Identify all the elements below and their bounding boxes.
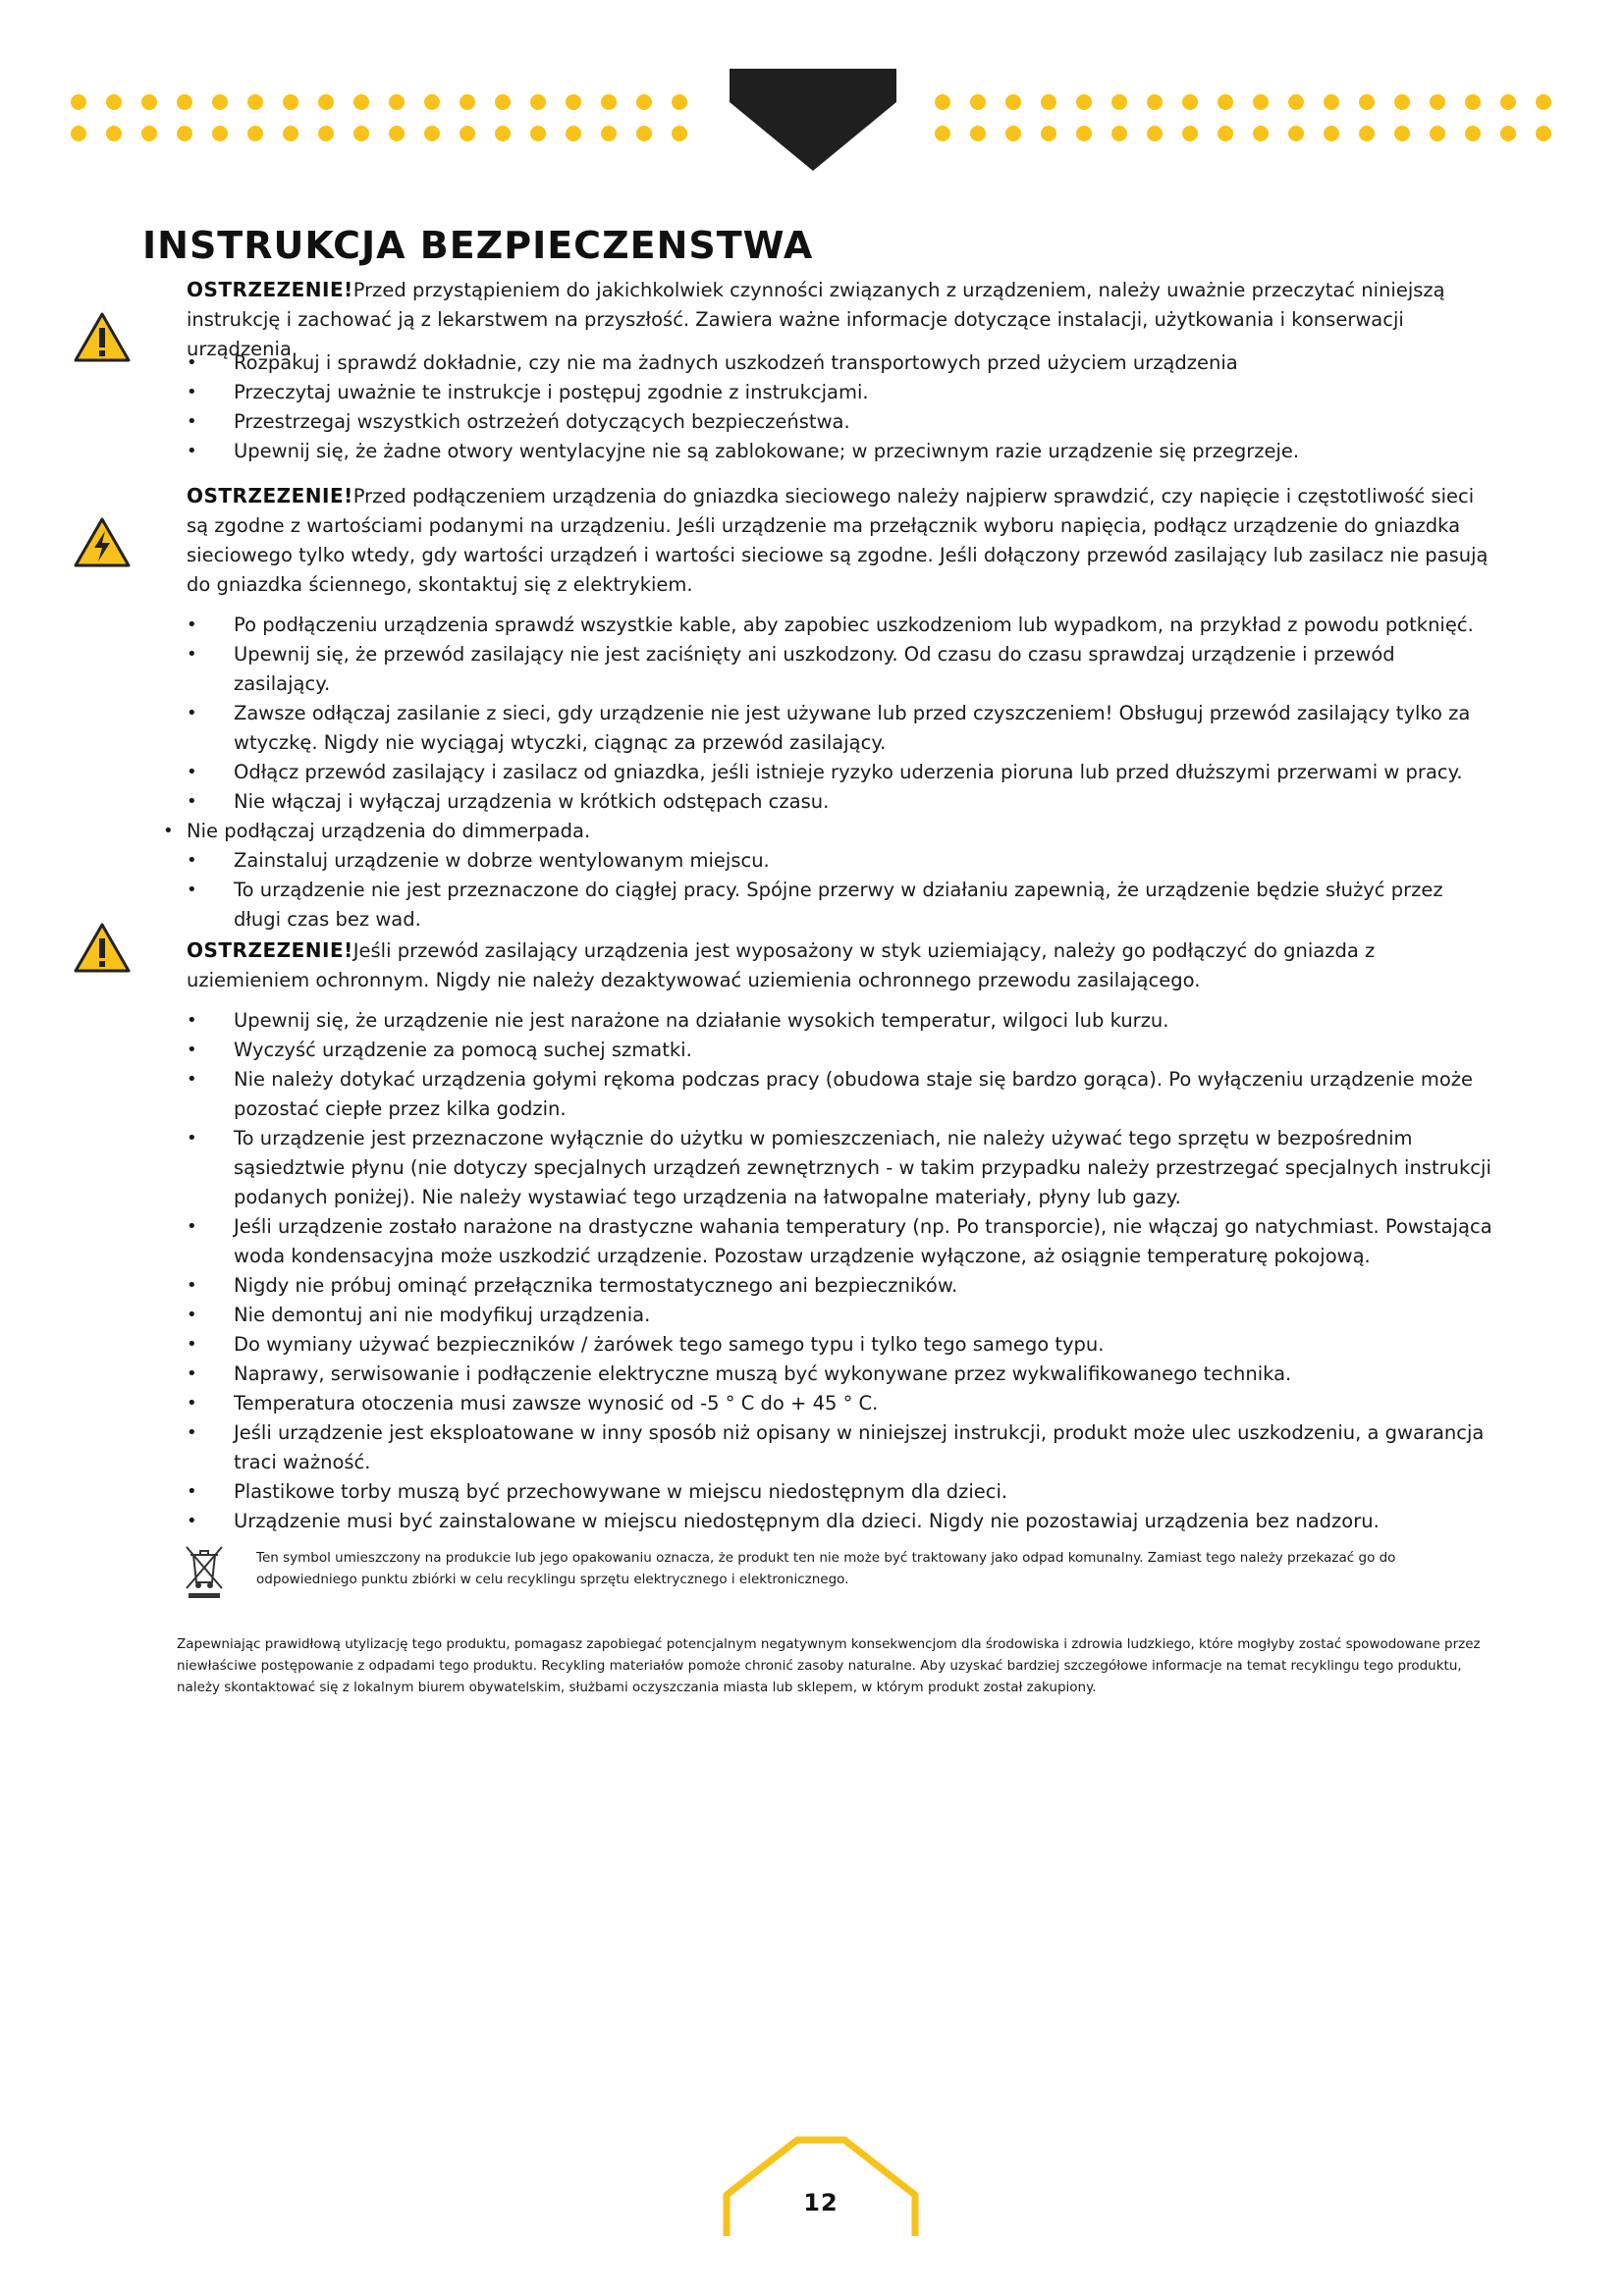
- decorative-dot: [935, 94, 950, 110]
- bullet-item: • Temperatura otoczenia musi zawsze wynosić od -5 ° C do + 45 ° C.: [187, 1389, 1492, 1418]
- decorative-dot: [1465, 126, 1481, 141]
- decorative-dot: [1536, 94, 1551, 110]
- bullet-item: • To urządzenie jest przeznaczone wyłącznie do użytku w pomieszczeniach, nie należy używać tego sprzętu w bezpośrednim sąsiedztwie płynu (nie dotyczy specjalnych urządzeń zewnętrznych - w takim przypadku należy przestrzegać specjalnych instrukcji podanych poniżej). Nie należy wystawiać tego urządzenia na łatwopalne materiały, płyny lub gazy.: [187, 1124, 1492, 1212]
- decorative-dot: [1111, 94, 1127, 110]
- dot-row-right-top: [935, 94, 1571, 110]
- decorative-dot: [141, 126, 157, 141]
- decorative-dot: [672, 126, 687, 141]
- decorative-dot: [106, 94, 122, 110]
- decorative-dot: [1218, 126, 1233, 141]
- decorative-dot: [1536, 126, 1551, 141]
- warning-text: Jeśli przewód zasilający urządzenia jest wyposażony w styk uziemiający, należy go podłączyć do gniazda z uziemieniem ochronnym. Nigdy nie należy dezaktywować uziemienia ochronnego przewodu zasilającego.: [187, 939, 1376, 991]
- bullet-item: • Zawsze odłączaj zasilanie z sieci, gdy urządzenie nie jest używane lub przed czyszczeniem! Obsługuj przewód zasilający tylko za wtyczkę. Nigdy nie wyciągaj wtyczki, ciągnąc za przewód zasilający.: [187, 699, 1492, 758]
- decorative-dot: [601, 94, 617, 110]
- bullet-item: • To urządzenie nie jest przeznaczone do ciągłej pracy. Spójne przerwy w działaniu zapewnią, że urządzenie będzie służyć przez długi czas bez wad.: [187, 876, 1492, 934]
- bullet-item: • Nie włączaj i wyłączaj urządzenia w krótkich odstępach czasu.: [187, 787, 1492, 817]
- page-number-badge: [723, 2136, 919, 2240]
- warning-label: OSTRZEZENIE!: [187, 278, 353, 301]
- warning-exclamation-icon: [74, 312, 131, 363]
- decorative-dot: [1288, 126, 1304, 141]
- decorative-dot: [283, 94, 298, 110]
- decorative-dot: [460, 94, 475, 110]
- decorative-dot: [1182, 126, 1198, 141]
- decorative-dot: [141, 94, 157, 110]
- bullet-item: • Upewnij się, że przewód zasilający nie jest zaciśnięty ani uszkodzony. Od czasu do czasu sprawdzaj urządzenie i przewód zasilający.: [187, 640, 1492, 699]
- bullet-list-3: [187, 1006, 1492, 1536]
- page-title: INSTRUKCJA BEZPIECZENSTWA: [142, 224, 814, 267]
- bullet-list-2: [187, 611, 1492, 934]
- bullet-item: • Jeśli urządzenie jest eksploatowane w inny sposób niż opisany w niniejszej instrukcji, produkt może ulec uszkodzeniu, a gwarancja traci ważność.: [187, 1418, 1492, 1477]
- bullet-item: • Zainstaluj urządzenie w dobrze wentylowanym miejscu.: [187, 846, 1492, 876]
- decorative-dot: [1394, 94, 1410, 110]
- bullet-item: • Odłącz przewód zasilający i zasilacz od gniazdka, jeśli istnieje ryzyko uderzenia pioruna lub przed dłuższymi przerwami w pracy.: [187, 758, 1492, 787]
- warning-label: OSTRZEZENIE!: [187, 938, 353, 962]
- decorative-dot: [247, 126, 263, 141]
- decorative-dot: [424, 94, 440, 110]
- decorative-dot: [1076, 94, 1092, 110]
- decorative-dot: [1288, 94, 1304, 110]
- warning-text: Przed przystąpieniem do jakichkolwiek czynności związanych z urządzeniem, należy uważnie przeczytać niniejszą instrukcję i zachować ją z lekarstwem na przyszłość. Zawiera ważne informacje dotyczące instalacji, użytkowania i konserwacji urządzenia.: [187, 279, 1445, 360]
- decorative-dot: [1041, 94, 1056, 110]
- decorative-dot: [495, 94, 511, 110]
- decorative-dot: [530, 94, 546, 110]
- bullet-item: • Nie podłączaj urządzenia do dimmerpada.: [163, 817, 1492, 846]
- decorative-dot: [1500, 126, 1516, 141]
- decorative-dot: [970, 94, 986, 110]
- decorative-dot: [935, 126, 950, 141]
- bullet-item: • Upewnij się, że żadne otwory wentylacyjne nie są zablokowane; w przeciwnym razie urządzenie się przegrzeje.: [187, 437, 1492, 466]
- decorative-dot: [389, 126, 405, 141]
- bullet-item: • Urządzenie musi być zainstalowane w miejscu niedostępnym dla dzieci. Nigdy nie pozostawiaj urządzenia bez nadzoru.: [187, 1507, 1492, 1536]
- decorative-dot: [1111, 126, 1127, 141]
- decorative-dot: [970, 126, 986, 141]
- warning-electric-icon: [74, 517, 131, 568]
- decorative-dot: [530, 126, 546, 141]
- bullet-item: • Po podłączeniu urządzenia sprawdź wszystkie kable, aby zapobiec uszkodzeniom lub wypadkom, na przykład z powodu potknięć.: [187, 611, 1492, 640]
- decorative-dot: [566, 94, 581, 110]
- decorative-dot: [106, 126, 122, 141]
- decorative-dot: [1147, 126, 1163, 141]
- decorative-dot: [1147, 94, 1163, 110]
- decorative-dot: [71, 126, 86, 141]
- dot-row-left-top: [71, 94, 707, 110]
- warning-exclamation-icon: [74, 923, 131, 974]
- decorative-dot: [1359, 94, 1375, 110]
- decorative-dot: [636, 126, 652, 141]
- decorative-dot: [460, 126, 475, 141]
- bullet-item: • Przestrzegaj wszystkich ostrzeżeń dotyczących bezpieczeństwa.: [187, 407, 1492, 437]
- decorative-dot: [353, 94, 369, 110]
- dot-row-left-bottom: [71, 126, 707, 141]
- decorative-dot: [1182, 94, 1198, 110]
- decorative-dot: [177, 94, 192, 110]
- decorative-dot: [424, 126, 440, 141]
- weee-notice: Ten symbol umieszczony na produkcie lub jego opakowaniu oznacza, że produkt ten nie może być traktowany jako odpad komunalny. Zamiast tego należy przekazać go do odpowiedniego punktu zbiórki w celu recyklingu sprzętu elektrycznego i elektronicznego.: [256, 1550, 1396, 1587]
- bullet-item: • Rozpakuj i sprawdź dokładnie, czy nie ma żadnych uszkodzeń transportowych przed użyciem urządzenia: [187, 348, 1492, 378]
- decorative-dot: [566, 126, 581, 141]
- decorative-dot: [353, 126, 369, 141]
- bullet-item: • Wyczyść urządzenie za pomocą suchej szmatki.: [187, 1036, 1492, 1065]
- decorative-dot: [1359, 126, 1375, 141]
- decorative-dot: [212, 126, 228, 141]
- bullet-item: • Upewnij się, że urządzenie nie jest narażone na działanie wysokich temperatur, wilgoci lub kurzu.: [187, 1006, 1492, 1036]
- decorative-dot: [636, 94, 652, 110]
- decorative-dot: [1324, 94, 1339, 110]
- decorative-dot: [672, 94, 687, 110]
- decorative-dot: [71, 94, 86, 110]
- bullet-item: • Nigdy nie próbuj ominąć przełącznika termostatycznego ani bezpieczników.: [187, 1271, 1492, 1301]
- header-triangle: [730, 69, 896, 173]
- decorative-dot: [495, 126, 511, 141]
- decorative-dot: [1253, 126, 1269, 141]
- decorative-dot: [1394, 126, 1410, 141]
- decorative-dot: [1500, 94, 1516, 110]
- bullet-item: • Nie należy dotykać urządzenia gołymi rękoma podczas pracy (obudowa staje się bardzo gorąca). Po wyłączeniu urządzenie może pozostać ciepłe przez kilka godzin.: [187, 1065, 1492, 1124]
- bullet-item: • Naprawy, serwisowanie i podłączenie elektryczne muszą być wykonywane przez wykwalifikowanego technika.: [187, 1360, 1492, 1389]
- page-number: 12: [803, 2189, 839, 2216]
- bullet-list-1: [187, 348, 1492, 466]
- decorative-dot: [1465, 94, 1481, 110]
- decorative-dot: [1005, 94, 1021, 110]
- warning-block-2: [187, 481, 1492, 600]
- decorative-dot: [1041, 126, 1056, 141]
- decorative-dot: [247, 94, 263, 110]
- decorative-dot: [1430, 94, 1445, 110]
- dot-row-right-bottom: [935, 126, 1571, 141]
- decorative-dot: [212, 94, 228, 110]
- decorative-dot: [1218, 94, 1233, 110]
- warning-label: OSTRZEZENIE!: [187, 484, 353, 507]
- decorative-dot: [389, 94, 405, 110]
- bullet-item: • Nie demontuj ani nie modyfikuj urządzenia.: [187, 1301, 1492, 1330]
- decorative-dot: [318, 94, 334, 110]
- decorative-dot: [601, 126, 617, 141]
- warning-block-3: [187, 935, 1492, 995]
- decorative-dot: [318, 126, 334, 141]
- decorative-dot: [1253, 94, 1269, 110]
- bullet-item: • Jeśli urządzenie zostało narażone na drastyczne wahania temperatury (np. Po transporcie), nie włączaj go natychmiast. Powstająca woda kondensacyjna może uszkodzić urządzenie. Pozostaw urządzenie wyłączone, aż osiągnie temperaturę pokojową.: [187, 1212, 1492, 1271]
- bullet-item: • Do wymiany używać bezpieczników / żarówek tego samego typu i tylko tego samego typu.: [187, 1330, 1492, 1360]
- decorative-dot: [1076, 126, 1092, 141]
- bullet-item: • Plastikowe torby muszą być przechowywane w miejscu niedostępnym dla dzieci.: [187, 1477, 1492, 1507]
- recycling-footer: Zapewniając prawidłową utylizację tego produktu, pomagasz zapobiegać potencjalnym negatywnym konsekwencjom dla środowiska i zdrowia ludzkiego, które mogłyby zostać spowodowane przez niewłaściwe postępowanie z odpadami tego produktu. Recykling materiałów pomoże chronić zasoby naturalne. Aby uzyskać bardziej szczegółowe informacje na temat recyklingu tego produktu, należy skontaktować się z lokalnym biurem obywatelskim, służbami oczyszczania miasta lub sklepem, w którym produkt został zakupiony.: [177, 1636, 1481, 1695]
- warning-text: Przed podłączeniem urządzenia do gniazdka sieciowego należy najpierw sprawdzić, czy napięcie i częstotliwość sieci są zgodne z wartościami podanymi na urządzeniu. Jeśli urządzenie ma przełącznik wyboru napięcia, podłącz urządzenie do gniazdka sieciowego tylko wtedy, gdy wartości urządzeń i wartości sieciowe są zgodne. Jeśli dołączony przewód zasilający lub zasilacz nie pasują do gniazdka ściennego, skontaktuj się z elektrykiem.: [187, 485, 1489, 596]
- bullet-item: • Przeczytaj uważnie te instrukcje i postępuj zgodnie z instrukcjami.: [187, 378, 1492, 407]
- decorative-dot: [1430, 126, 1445, 141]
- decorative-dot: [283, 126, 298, 141]
- crossed-bin-icon: [185, 1543, 224, 1600]
- decorative-dot: [1005, 126, 1021, 141]
- decorative-dot: [177, 126, 192, 141]
- decorative-dot: [1324, 126, 1339, 141]
